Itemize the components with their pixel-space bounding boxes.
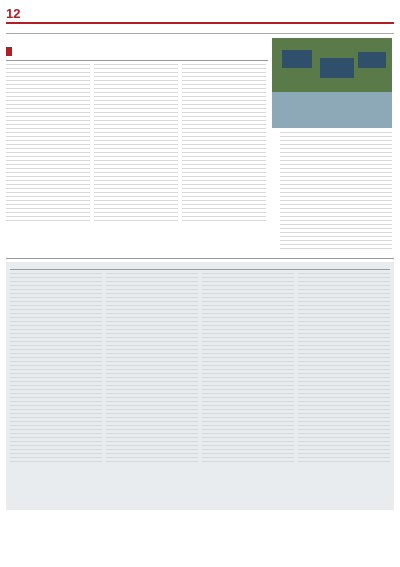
lead-body [6,64,268,224]
photo [272,38,392,128]
photo-panel-3 [358,52,386,68]
header-rule [6,26,394,34]
feature-band [6,262,394,510]
page-number: 12 [6,5,21,21]
feature-col-3 [202,273,294,463]
lead-column-1 [6,64,90,224]
photo-water [272,92,392,128]
photo-panel-2 [320,58,354,78]
photo-panel-1 [282,50,312,68]
lead-tag [6,47,12,56]
feature-col-1 [10,273,102,463]
side-stack [272,132,392,252]
masthead [6,4,394,24]
side-text [280,132,392,250]
lead-area [6,38,394,252]
feature-rule [10,269,390,270]
lead-column-3 [182,64,266,224]
lead-rule [6,60,268,61]
lead-left [6,38,268,252]
feature-body [10,273,390,463]
section-divider [6,258,394,259]
lead-right [272,38,392,252]
lead-column-2 [94,64,178,224]
feature-col-4 [298,273,390,463]
feature-col-2 [106,273,198,463]
